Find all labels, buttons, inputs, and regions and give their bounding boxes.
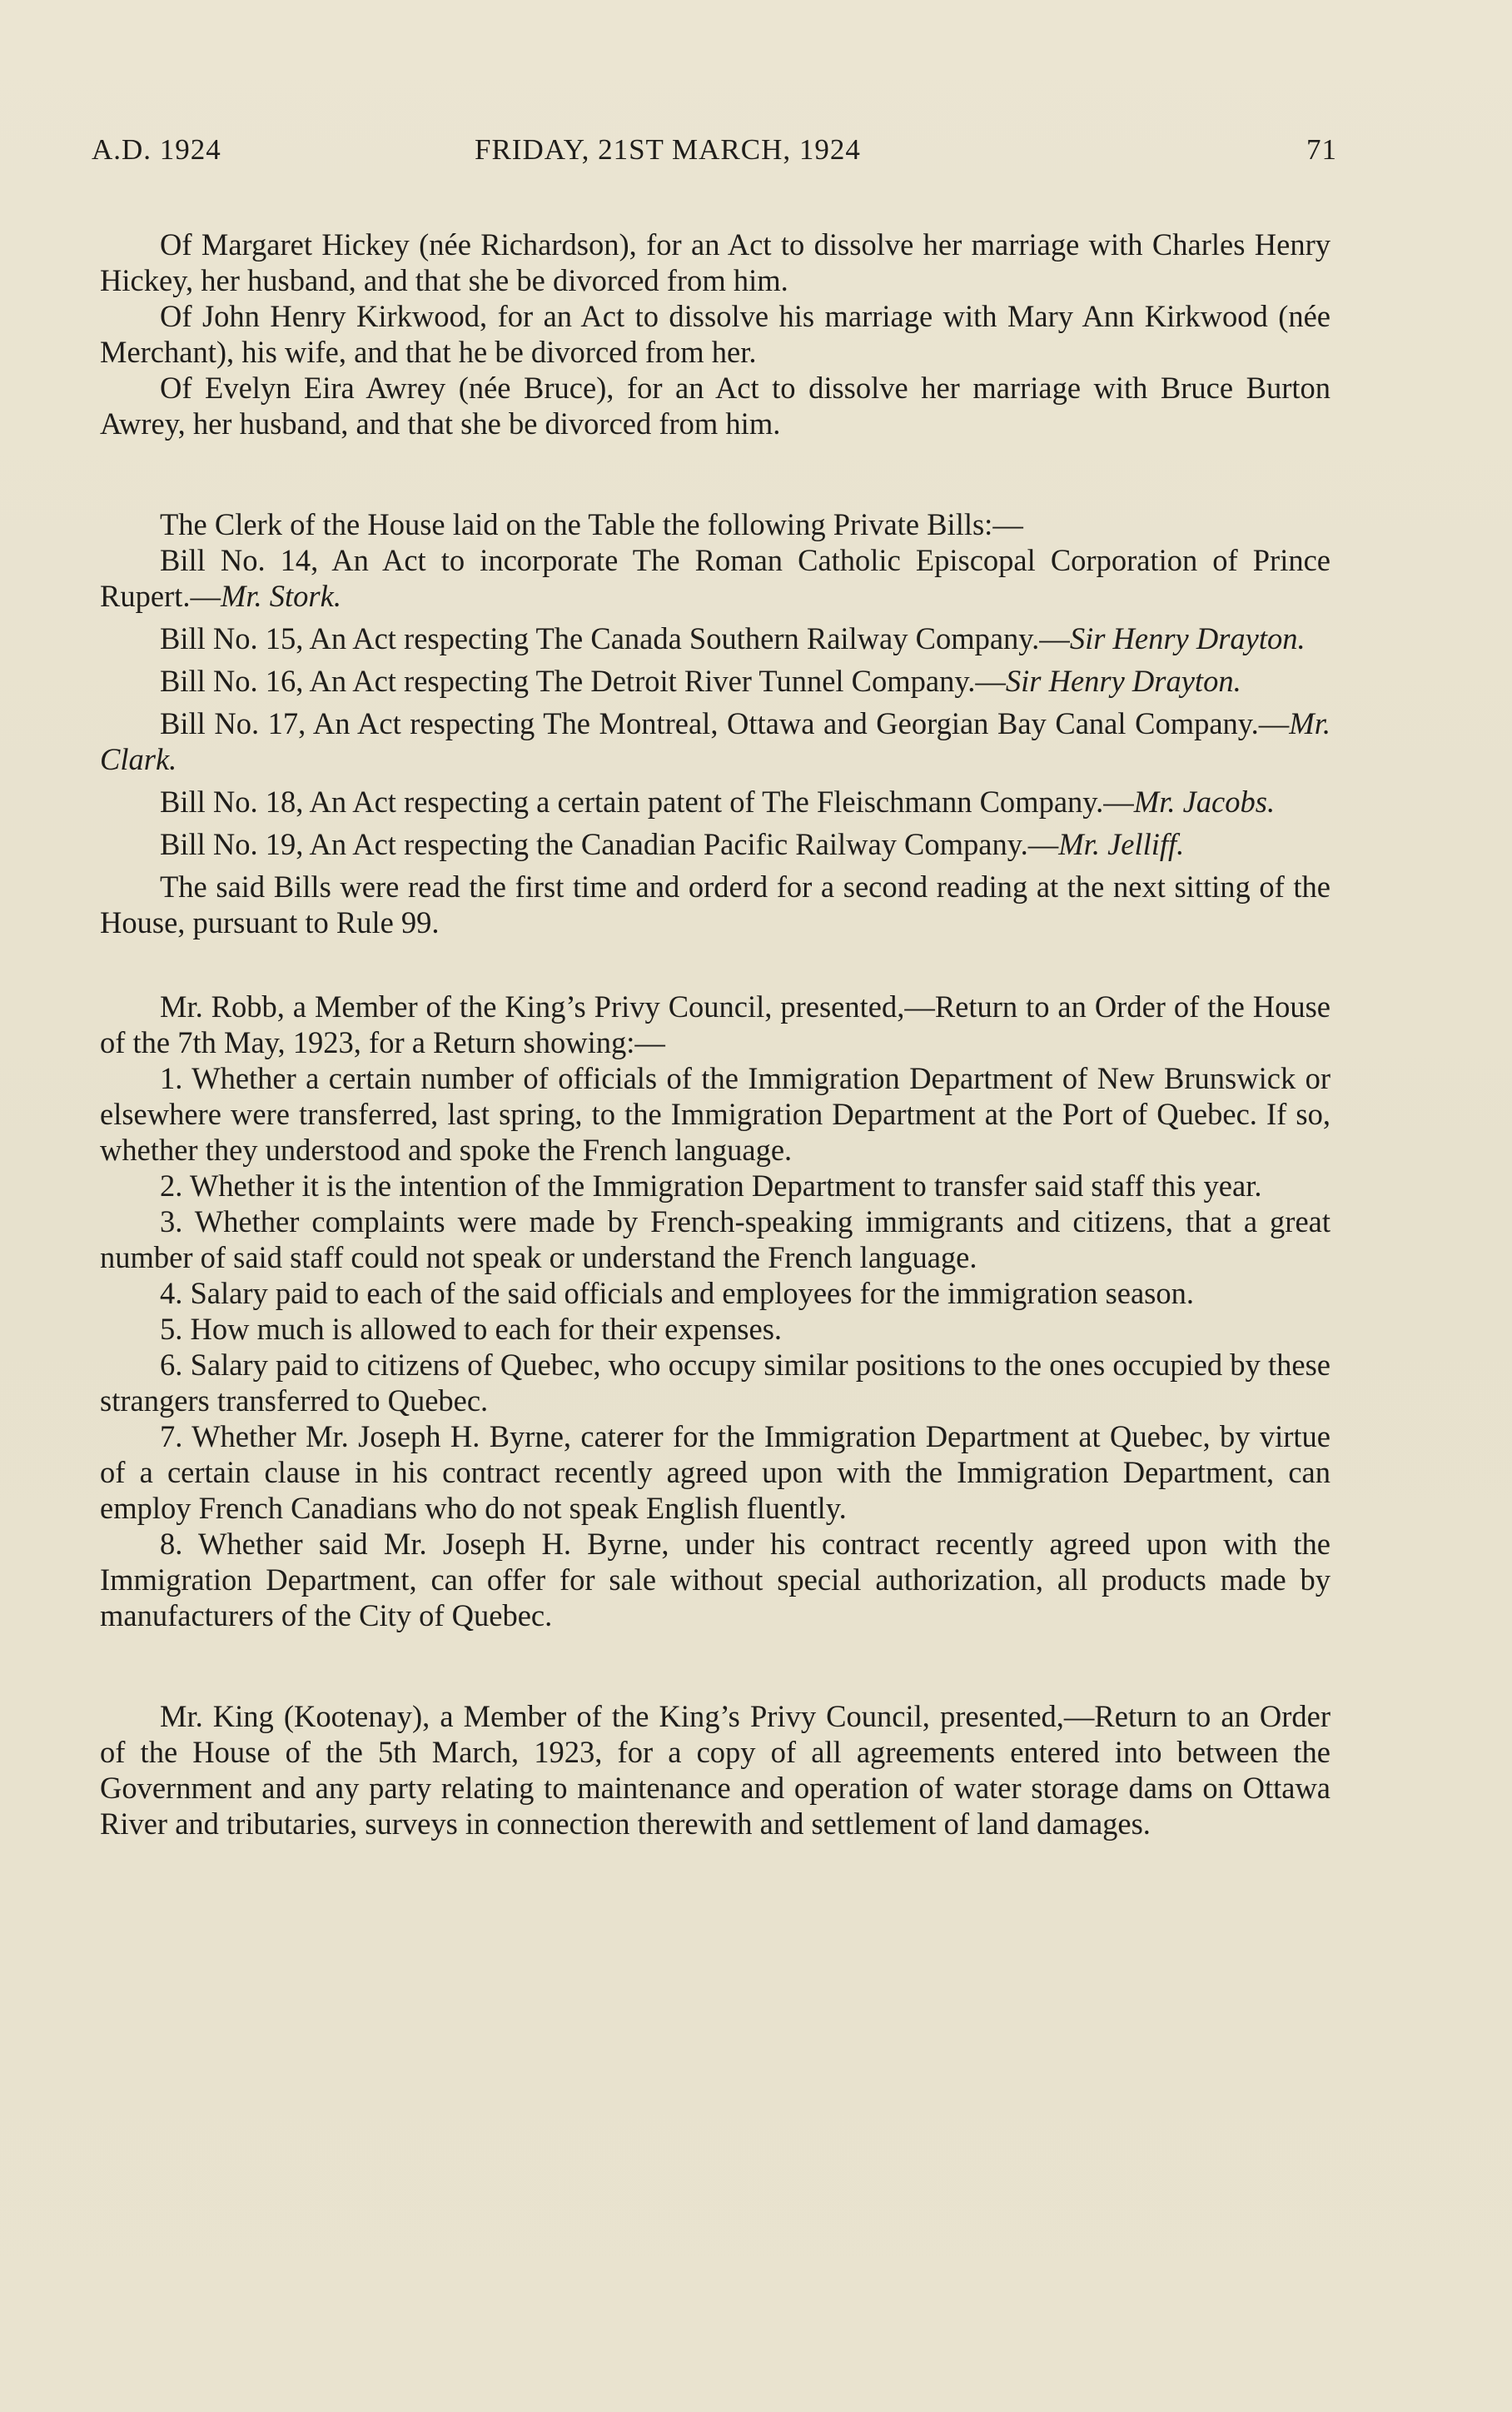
header-date: FRIDAY, 21ST MARCH, 1924 xyxy=(475,133,861,166)
bill-sponsor: Mr. Clark. xyxy=(100,706,1330,776)
bill-text: Bill No. 16, An Act respecting The Detroit River Tunnel Company.— xyxy=(160,664,1006,698)
bill-19 xyxy=(100,826,1330,862)
header-year: A.D. 1924 xyxy=(92,133,221,166)
bills-read-note: The said Bills were read the first time and orderd for a second reading at the next sitting of the House, pursuant to Rule 99. xyxy=(100,870,1330,939)
bill-text: Bill No. 18, An Act respecting a certain patent of The Fleischmann Company.— xyxy=(160,785,1134,819)
bill-sponsor: Mr. Stork. xyxy=(220,579,341,613)
bill-sponsor: Mr. Jelliff. xyxy=(1058,827,1185,861)
robb-item-5: 5. How much is allowed to each for their expenses. xyxy=(160,1312,783,1346)
bill-sponsor: Sir Henry Drayton. xyxy=(1069,621,1306,655)
section-gap xyxy=(100,1633,1330,1698)
robb-item-7: 7. Whether Mr. Joseph H. Byrne, caterer for the Immigration Department at Quebec, by virtue of a certain clause in his contract recently agreed upon with the Immigration Department, can employ French Canadians who do not speak English fluently. xyxy=(100,1419,1330,1525)
page-body xyxy=(100,227,1330,1841)
robb-item-2: 2. Whether it is the intention of the Immigration Department to transfer said staff this year. xyxy=(160,1169,1262,1203)
robb-item-6: 6. Salary paid to citizens of Quebec, who occupy similar positions to the ones occupied by these strangers transferred to Quebec. xyxy=(100,1348,1330,1418)
section-gap xyxy=(100,940,1330,989)
king-return: Mr. King (Kootenay), a Member of the King’s Privy Council, presented,—Return to an Order of the House of the 5th March, 1923, for a copy of all agreements entered into between the Government and any party relating to maintenance and operation of water storage dams on Ottawa River and tributaries, surveys in connection therewith and settlement of land damages. xyxy=(100,1699,1330,1841)
bill-16 xyxy=(100,663,1330,699)
bill-text: Bill No. 19, An Act respecting the Canadian Pacific Railway Company.— xyxy=(160,827,1059,861)
bill-text: Bill No. 15, An Act respecting The Canada Southern Railway Company.— xyxy=(160,621,1070,655)
bill-sponsor: Sir Henry Drayton. xyxy=(1005,664,1241,698)
petition-hickey: Of Margaret Hickey (née Richardson), for an Act to dissolve her marriage with Charles Henry Hickey, her husband, and that she be divorced from him. xyxy=(100,227,1330,297)
bill-17 xyxy=(100,705,1330,777)
robb-item-4: 4. Salary paid to each of the said officials and employees for the immigration season. xyxy=(160,1276,1194,1310)
robb-item-3: 3. Whether complaints were made by French-speaking immigrants and citizens, that a great number of said staff could not speak or understand the French language. xyxy=(100,1204,1330,1274)
page-number: 71 xyxy=(1306,133,1337,166)
bill-sponsor: Mr. Jacobs. xyxy=(1133,785,1276,819)
petition-kirkwood: Of John Henry Kirkwood, for an Act to dissolve his marriage with Mary Ann Kirkwood (née Merchant), his wife, and that he be divorced from her. xyxy=(100,299,1330,369)
bill-text: Bill No. 17, An Act respecting The Montreal, Ottawa and Georgian Bay Canal Company.— xyxy=(160,706,1290,740)
bill-15 xyxy=(100,620,1330,656)
bill-14 xyxy=(100,542,1330,614)
section-gap xyxy=(100,441,1330,506)
petition-awrey: Of Evelyn Eira Awrey (née Bruce), for an Act to dissolve her marriage with Bruce Burton Awrey, her husband, and that she be divorced from him. xyxy=(100,371,1330,441)
robb-item-8: 8. Whether said Mr. Joseph H. Byrne, under his contract recently agreed upon with the Immigration Department, can offer for sale without special authorization, all products made by manufacturers of the City of Quebec. xyxy=(100,1527,1330,1632)
bill-18 xyxy=(100,784,1330,820)
bill-text: Bill No. 14, An Act to incorporate The Roman Catholic Episcopal Corporation of Prince Rupert.— xyxy=(100,543,1330,613)
robb-return-intro: Mr. Robb, a Member of the King’s Privy Council, presented,—Return to an Order of the House of the 7th May, 1923, for a Return showing:— xyxy=(100,989,1330,1059)
clerk-intro: The Clerk of the House laid on the Table the following Private Bills:— xyxy=(160,507,1023,541)
robb-item-1: 1. Whether a certain number of officials of the Immigration Department of New Brunswick or elsewhere were transferred, last spring, to the Immigration Department at the Port of Quebec. If so, whether they understood and spoke the French language. xyxy=(100,1061,1330,1167)
page-header xyxy=(92,133,1337,175)
